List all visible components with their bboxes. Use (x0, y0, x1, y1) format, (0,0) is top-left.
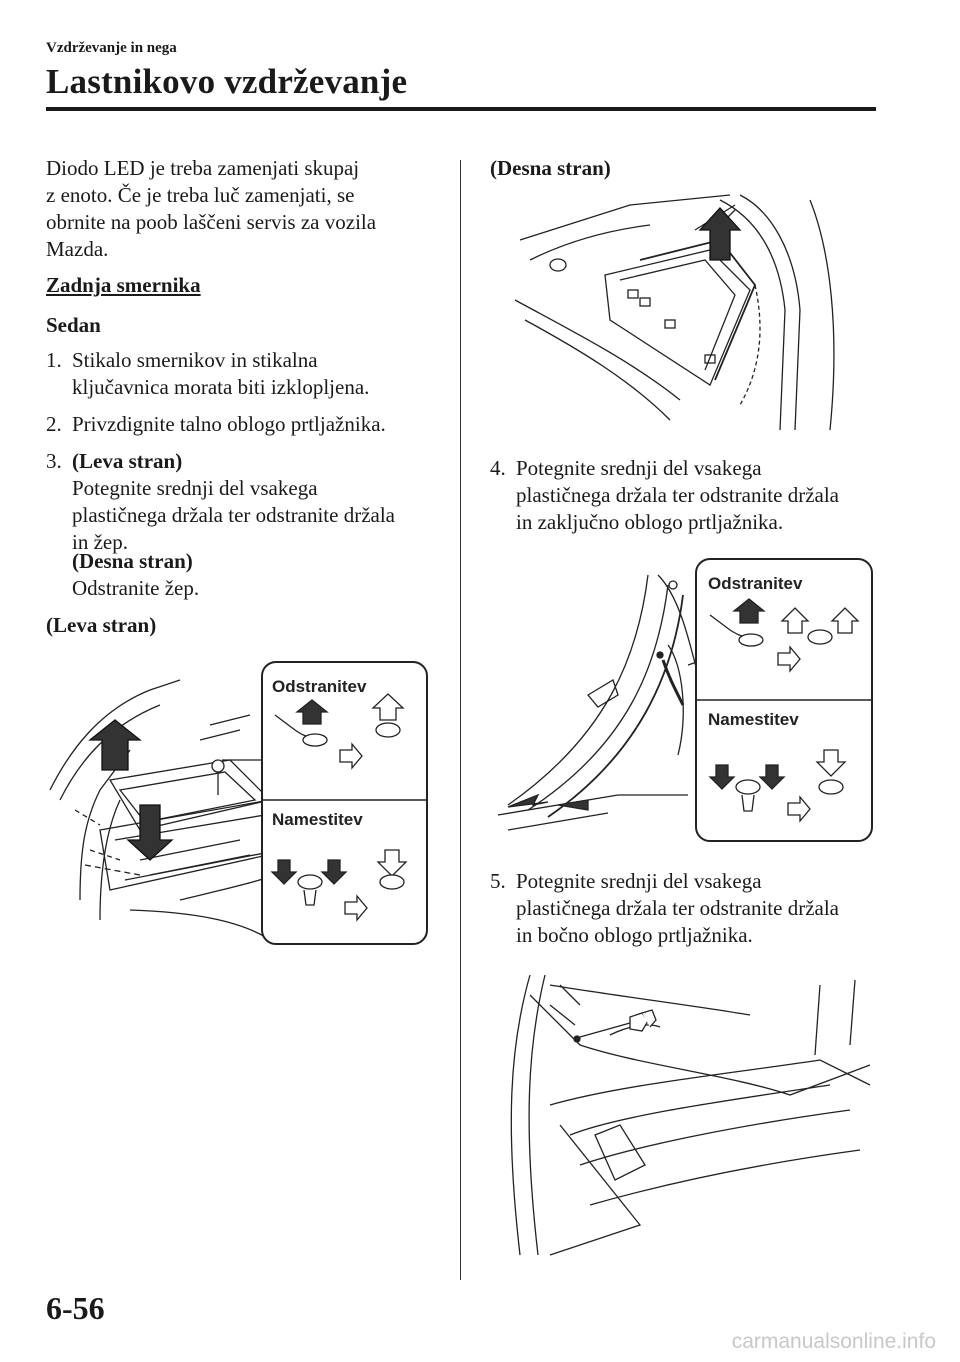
title-rule (46, 107, 876, 111)
step-side-heading: (Leva stran) (72, 449, 183, 473)
model-heading: Sedan (46, 313, 101, 337)
intro-line: obrnite na poob laščeni servis za vozila (46, 210, 377, 234)
page-number: 6-56 (46, 1290, 105, 1326)
figure-caption-left-side: (Leva stran) (46, 613, 157, 637)
step-text: in bočno oblogo prtljažnika. (516, 923, 753, 947)
step-number: 3. (46, 449, 62, 473)
subsection-heading: Zadnja smernika (46, 273, 201, 297)
column-divider (460, 160, 461, 1280)
figure-right-side-pocket (510, 190, 850, 435)
intro-line: z enoto. Če je treba luč zamenjati, se (46, 183, 355, 207)
step-text: Potegnite srednji del vsakega (516, 456, 762, 480)
figure-caption-right-side: (Desna stran) (490, 156, 611, 180)
step-text: in žep. (72, 530, 128, 554)
step-text: Potegnite srednji del vsakega (72, 476, 318, 500)
section-label: Vzdrževanje in nega (46, 40, 177, 56)
figure-trunk-side-trim (490, 965, 880, 1260)
page-title: Lastnikovo vzdrževanje (46, 62, 408, 101)
watermark: carmanualsonline.info (731, 1330, 936, 1353)
step-text: Potegnite srednji del vsakega (516, 869, 762, 893)
step-number: 1. (46, 348, 62, 372)
install-label: Namestitev (708, 710, 799, 729)
intro-line: Mazda. (46, 237, 109, 261)
step-number: 2. (46, 412, 62, 436)
remove-label: Odstranitev (272, 677, 367, 696)
step-number: 5. (490, 869, 506, 893)
step-text: ključavnica morata biti izklopljena. (72, 375, 370, 399)
step-text: plastičnega držala ter odstranite držala (516, 483, 839, 507)
step-number: 4. (490, 456, 506, 480)
step-text: plastičnega držala ter odstranite držala (516, 896, 839, 920)
step-side-heading: (Desna stran) (72, 549, 193, 573)
step-text: plastičnega držala ter odstranite držala (72, 503, 395, 527)
intro-line: Diodo LED je treba zamenjati skupaj (46, 156, 360, 180)
step-text: in zaključno oblogo prtljažnika. (516, 510, 784, 534)
step-text: Odstranite žep. (72, 576, 200, 600)
install-label: Namestitev (272, 810, 363, 829)
figure-trunk-end-trim (488, 555, 878, 845)
remove-label: Odstranitev (708, 574, 803, 593)
figure-left-side-trunk (40, 650, 435, 950)
step-text: Privzdignite talno oblogo prtljažnika. (72, 412, 386, 436)
step-text: Stikalo smernikov in stikalna (72, 348, 318, 372)
